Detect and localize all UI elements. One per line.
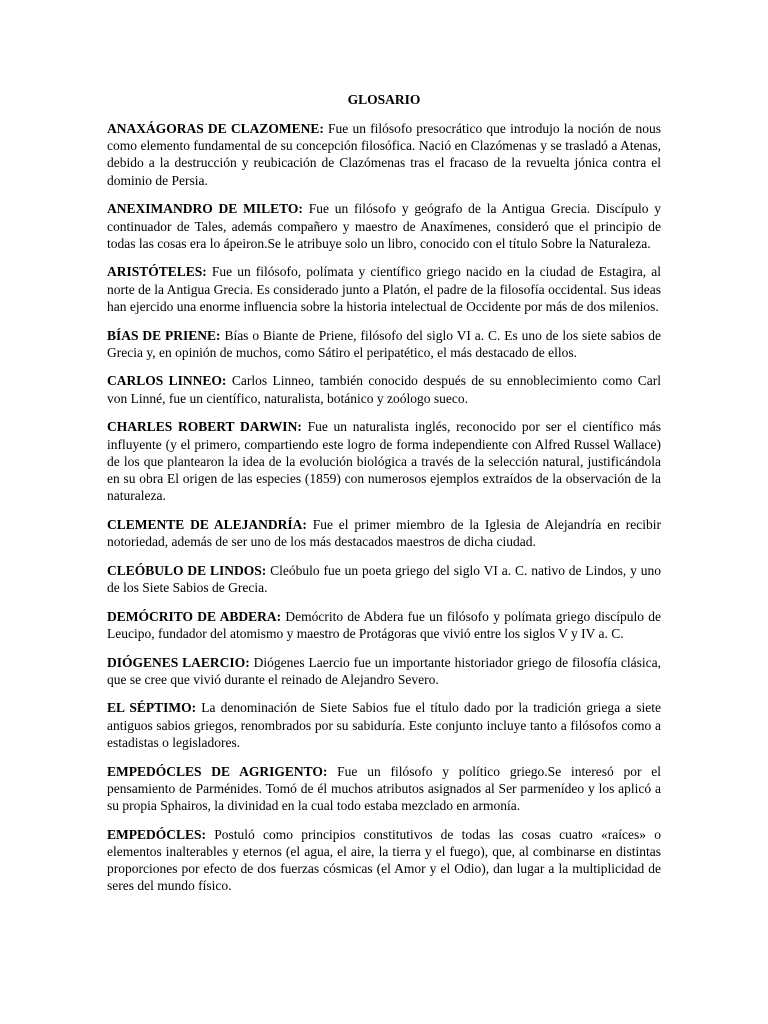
glossary-definition: Fue un filósofo presocrático que introdujo la noción de nous como elemento fundamental de su concepción filosófica. Nació en Clazómenas y se trasladó a Atenas, debido a la destrucción y reubicación de Clazómenas tras el fracaso de la revuelta jónica contra el dominio de Persia. xyxy=(107,121,661,188)
glossary-definition: Fue el primer miembro de la Iglesia de Alejandría en recibir notoriedad, además de ser uno de los más destacados maestros de dicha ciudad. xyxy=(107,516,662,550)
glossary-term: ANEXIMANDRO DE MILETO: xyxy=(107,201,303,217)
glossary-entry xyxy=(107,699,661,751)
glossary-definition: Cleóbulo fue un poeta griego del siglo VI a. C. nativo de Lindos, y uno de los Siete Sabios de Grecia. xyxy=(107,562,661,595)
glossary-entry xyxy=(107,372,661,406)
glossary-entry xyxy=(107,826,661,895)
glossary-definition: La denominación de Siete Sabios fue el título dado por la tradición griega a siete antiguos sabios griegos, renombrados por su sabiduría. Este conjunto incluye tanto a filósofos como a estadistas o legisladores. xyxy=(107,700,661,750)
glossary-definition: Carlos Linneo, también conocido después de su ennoblecimiento como Carl von Linné, fue un científico, naturalista, botánico y zoólogo sueco. xyxy=(107,373,661,406)
glossary-term: CLEÓBULO DE LINDOS: xyxy=(107,562,267,578)
glossary-term: CLEMENTE DE ALEJANDRÍA: xyxy=(107,516,307,532)
glossary-term: CHARLES ROBERT DARWIN: xyxy=(107,419,302,435)
glossary-definition: Postuló como principios constitutivos de todas las cosas cuatro «raíces» o elementos inalterables y eternos (el agua, el aire, la tierra y el fuego), que, al combinarse en distintas proporciones por efecto de dos fuerzas cósmicas (el Amor y el Odio), dan lugar a la multiplicidad de seres del mundo físico. xyxy=(107,826,661,894)
glossary-entry xyxy=(107,200,661,252)
glossary-entry xyxy=(107,562,661,596)
glossary-entry xyxy=(107,654,661,688)
glossary-term: ANAXÁGORAS DE CLAZOMENE: xyxy=(107,121,324,136)
glossary-definition: Fue un filósofo y geógrafo de la Antigua Grecia. Discípulo y continuador de Tales, además compañero y maestro de Anaxímenes, consideró que el principio de todas las cosas era lo ápeiron.Se le atribuye solo un libro, conocido con el título Sobre la Naturaleza. xyxy=(107,201,662,251)
glossary-entry xyxy=(107,516,661,550)
glossary-term: DIÓGENES LAERCIO: xyxy=(107,654,250,670)
glossary-term: EL SÉPTIMO: xyxy=(107,700,197,716)
glossary-definition: Diógenes Laercio fue un importante historiador griego de filosofía clásica, que se cree que vivió durante el reinado de Alejandro Severo. xyxy=(107,654,662,687)
glossary-definition: Bías o Biante de Priene, filósofo del siglo VI a. C. Es uno de los siete sabios de Grecia y, en opinión de muchos, como Sátiro el peripatético, el más destacado de ellos. xyxy=(107,327,661,360)
glossary-entry xyxy=(107,327,661,361)
glossary-entry xyxy=(107,263,661,315)
glossary-term: DEMÓCRITO DE ABDERA: xyxy=(107,608,282,624)
document-title: GLOSARIO xyxy=(347,92,421,107)
glossary-entry xyxy=(107,418,661,504)
glossary-term: EMPEDÓCLES DE AGRIGENTO: xyxy=(107,763,328,779)
glossary-entry xyxy=(107,763,661,815)
glossary-definition: Fue un filósofo, polímata y científico griego nacido en la ciudad de Estagira, al norte de la Antigua Grecia. Es considerado junto a Platón, el padre de la filosofía occidental. Sus ideas han ejercido una enorme influencia sobre la historia intelectual de Occidente por más de dos milenios. xyxy=(107,264,661,314)
glossary-definition: Fue un naturalista inglés, reconocido por ser el científico más influyente (y el primero, compartiendo este logro de forma independiente con Alfred Russel Wallace) de los que plantearon la idea de la evolución biológica a través de la selección natural, justificándola en su obra El origen de las especies (1859) con numerosos ejemplos extraídos de la observación de la naturaleza. xyxy=(107,419,661,504)
glossary-entry xyxy=(107,608,661,642)
glossary-entry xyxy=(107,120,661,189)
glossary-term: CARLOS LINNEO: xyxy=(107,373,227,389)
glossary-term: ARISTÓTELES: xyxy=(107,264,207,280)
glossary-term: BÍAS DE PRIENE: xyxy=(107,327,221,343)
glossary-definition: Demócrito de Abdera fue un filósofo y polímata griego discípulo de Leucipo, fundador del atomismo y maestro de Protágoras que vivió entre los siglos V y IV a. C. xyxy=(107,608,662,641)
glossary-definition: Fue un filósofo y político griego.Se interesó por el pensamiento de Parménides. Tomó de él muchos atributos asignados al Ser parmenídeo y los aplicó a su propia Sphairos, la divinidad en la cual todo estaba mezclado en armonía. xyxy=(107,763,662,813)
glossary-term: EMPEDÓCLES: xyxy=(107,826,207,842)
document-page xyxy=(107,91,661,906)
